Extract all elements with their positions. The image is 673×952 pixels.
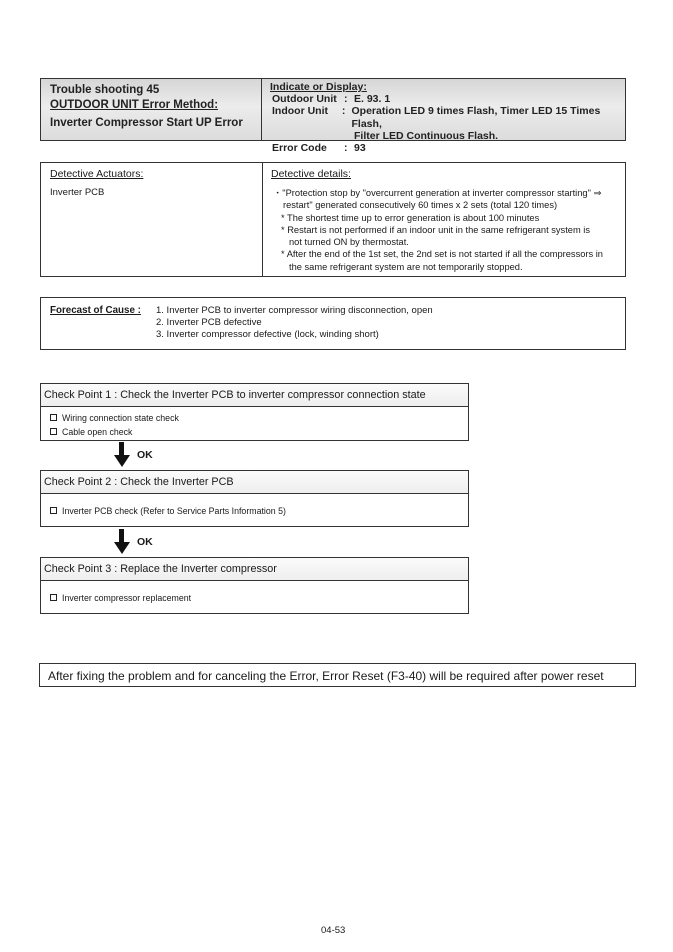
indicate-sep: [344, 130, 354, 142]
detail-line: not turned ON by thermostat.: [289, 237, 409, 248]
indicate-key: [272, 130, 344, 142]
indicate-row-indoor: [270, 105, 625, 129]
check-point-3: [40, 557, 469, 614]
detective-actuators-cell: [41, 163, 263, 276]
indicate-sep: :: [341, 105, 346, 118]
indicate-value: 93: [354, 142, 366, 155]
indicate-title: Indicate or Display:: [270, 81, 367, 93]
detective-details-title: Detective details:: [271, 168, 351, 180]
check-item-label: Cable open check: [62, 427, 133, 437]
check-point-title: Check Point 2 : Check the Inverter PCB: [41, 471, 468, 494]
check-point-title: Check Point 1 : Check the Inverter PCB to inverter compressor connection state: [41, 384, 468, 407]
check-item: [50, 425, 468, 439]
error-name: Inverter Compressor Start UP Error: [50, 117, 243, 129]
forecast-box: [40, 297, 626, 350]
detective-details-cell: [263, 163, 625, 276]
check-item: [50, 411, 468, 425]
indicate-key: Indoor Unit: [272, 105, 328, 118]
detail-line: * The shortest time up to error generation is about 100 minutes: [281, 212, 540, 223]
detective-box: [40, 162, 626, 277]
forecast-list: [156, 305, 433, 349]
check-point-items: [41, 407, 468, 439]
error-method-label: OUTDOOR UNIT Error Method:: [50, 99, 219, 111]
error-reset-note: After fixing the problem and for canceling the Error, Error Reset (F3-40) will be required after power reset: [39, 663, 636, 687]
detective-actuators-title: Detective Actuators:: [50, 168, 144, 180]
check-item: [50, 591, 468, 605]
flow-ok-label: OK: [137, 449, 153, 461]
check-point-items: [41, 581, 468, 605]
check-point-items: [41, 494, 468, 518]
page-number: 04-53: [321, 925, 346, 936]
check-point-2: [40, 470, 469, 527]
detail-line: * Restart is not performed if an indoor unit in the same refrigerant system is: [281, 224, 590, 235]
indicate-sep: :: [344, 142, 348, 155]
check-point-1: [40, 383, 469, 441]
header-box: [40, 78, 626, 155]
checkbox-icon: [50, 594, 57, 601]
detail-line: * After the end of the 1st set, the 2nd set is not started if all the compressors in: [281, 249, 603, 260]
header-title-cell: [41, 79, 262, 140]
detail-line: ・"Protection stop by "overcurrent generation at inverter compressor starting" ⇒: [273, 188, 602, 198]
trouble-shooting-number: Trouble shooting 45: [50, 84, 160, 96]
detail-line: the same refrigerant system are not temporarily stopped.: [289, 261, 523, 272]
detail-line: restart" generated consecutively 60 times x 2 sets (total 120 times): [283, 200, 558, 211]
flow-arrow-down-icon: [114, 529, 130, 555]
check-item-label: Wiring connection state check: [62, 413, 179, 423]
indicate-row-error-code: [270, 142, 625, 154]
forecast-item: 3. Inverter compressor defective (lock, winding short): [156, 329, 379, 340]
actuator-item: Inverter PCB: [50, 187, 105, 198]
check-point-title: Check Point 3 : Replace the Inverter compressor: [41, 558, 468, 581]
indicate-key: Outdoor Unit: [272, 93, 337, 106]
checkbox-icon: [50, 507, 57, 514]
indicate-key: Error Code: [272, 142, 327, 155]
forecast-item: 2. Inverter PCB defective: [156, 317, 262, 328]
flow-arrow-down-icon: [114, 442, 130, 468]
forecast-title: Forecast of Cause :: [50, 305, 141, 316]
check-item: [50, 504, 468, 518]
check-item-label: Inverter compressor replacement: [62, 593, 192, 603]
indicate-row-indoor-cont: [270, 130, 625, 142]
indicate-value: Operation LED 9 times Flash, Timer LED 15 Times Flash,: [351, 105, 601, 130]
checkbox-icon: [50, 414, 57, 421]
check-item-label: Inverter PCB check (Refer to Service Parts Information 5): [62, 506, 286, 516]
checkbox-icon: [50, 428, 57, 435]
indicate-display-cell: [262, 79, 625, 155]
indicate-value: E. 93. 1: [354, 93, 391, 106]
indicate-row-outdoor: [270, 93, 625, 105]
forecast-item: 1. Inverter PCB to inverter compressor wiring disconnection, open: [156, 305, 433, 316]
flow-ok-label: OK: [137, 536, 153, 548]
indicate-sep: :: [344, 93, 348, 106]
indicate-value: Filter LED Continuous Flash.: [354, 129, 499, 142]
